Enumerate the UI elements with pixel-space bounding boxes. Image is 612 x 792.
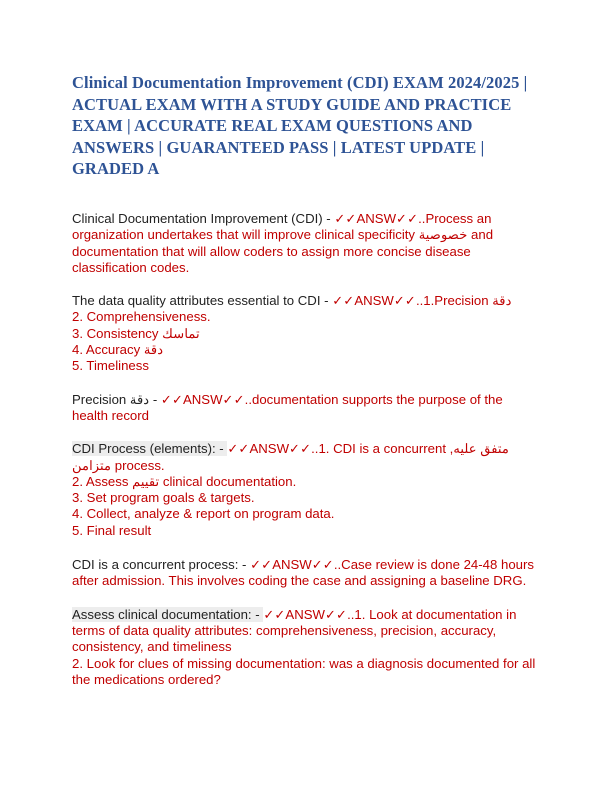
answer-line: 5. Final result [72,522,152,538]
question-text: CDI Process (elements): - [72,441,228,457]
qa-entry [72,607,542,688]
answer-text: ✓✓ANSW✓✓..Process an organization undertakes that will improve clinical specificity خصوصية and documentation that will allow coders to assign more concise disease classification codes. [72,211,494,275]
question-text: Assess clinical documentation: - [72,606,264,622]
qa-entry [72,211,542,276]
qa-entry [72,293,542,374]
document-title: Clinical Documentation Improvement (CDI) EXAM 2024/2025 | ACTUAL EXAM WITH A STUDY GUIDE AND PRACTICE EXAM | ACCURATE REAL EXAM QUESTIONS AND ANSWERS | GUARANTEED PASS | LATEST UPDATE | GRADED A [72,73,528,178]
qa-entry [72,392,542,425]
answer-line: 4. Collect, analyze & report on program data. [72,506,335,522]
qa-list [72,211,542,705]
answer-line: 2. Look for clues of missing documentation: was a diagnosis documented for all the medications ordered? [72,655,536,687]
question-text: CDI is a concurrent process: - [72,557,251,573]
answer-text: ✓✓ANSW✓✓..1. CDI is a concurrent متفق عليه, متزامن process. [72,441,509,473]
question-text: Precision دقة - [72,391,161,407]
answer-line: 3. Set program goals & targets. [72,490,255,506]
answer-line: 2. Comprehensiveness. [72,309,211,325]
answer-line: 4. Accuracy دقة [72,342,164,358]
qa-entry [72,441,542,539]
qa-entry [72,557,542,590]
answer-line: 2. Assess تقييم clinical documentation. [72,473,297,489]
answer-text: ✓✓ANSW✓✓..1. Look at documentation in terms of data quality attributes: comprehensiveness, precision, accuracy, consistency, and timeliness [72,606,517,655]
question-text: Clinical Documentation Improvement (CDI) - [72,211,335,226]
question-text: The data quality attributes essential to CDI - [72,293,333,309]
answer-line: 5. Timeliness [72,358,149,374]
answer-line: 3. Consistency تماسك [72,325,200,341]
answer-text: ✓✓ANSW✓✓..documentation supports the purpose of the health record [72,391,503,423]
answer-text: ✓✓ANSW✓✓..Case review is done 24-48 hours after admission. This involves coding the case and assigning a baseline DRG. [72,557,534,589]
answer-text: ✓✓ANSW✓✓..1.Precision دقة [332,293,512,309]
